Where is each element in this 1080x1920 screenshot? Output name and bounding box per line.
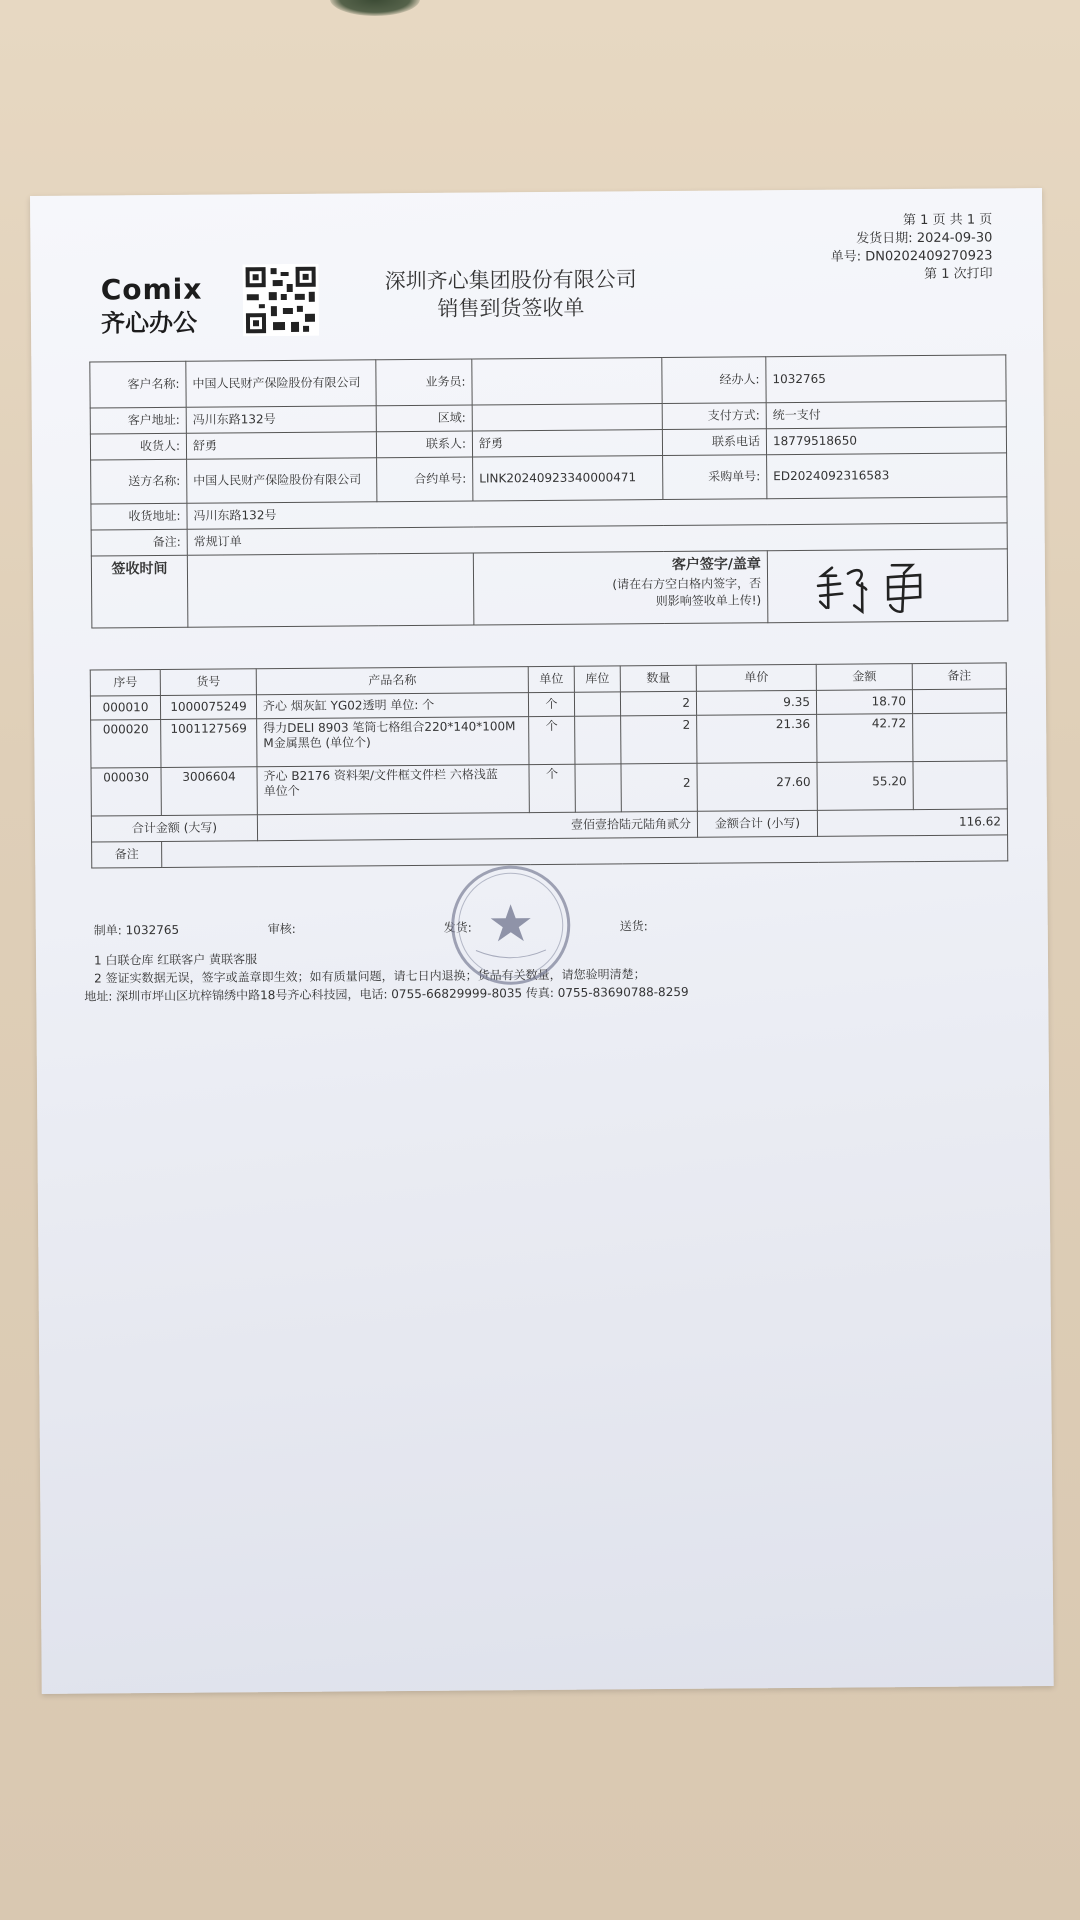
remark: 常规订单 [187,523,1007,555]
col-header-price: 单价 [696,664,816,691]
sign-time-cell [187,553,474,627]
row-no: 000010 [90,695,160,720]
total-lower: 116.62 [817,809,1007,836]
row-code: 1000075249 [160,695,256,720]
shipper-label: 发货: [443,920,472,935]
customer-sign-note-1: (请在右方空白格内签字，否 [612,576,762,592]
row-price: 27.60 [697,762,817,811]
region [472,404,662,431]
delivery-addr-label: 收货地址: [91,503,187,530]
delivery-receipt-sheet [30,188,1054,1694]
qr-code-icon [243,264,320,337]
total-lower-label: 金额合计 (小写) [697,810,817,837]
footer-note-1: 1 白联仓库 红联客户 黄联客服 [93,952,258,968]
purchase: ED2024092316583 [767,453,1007,499]
row-code: 3006604 [161,767,257,816]
salesperson [472,358,662,405]
row-amount: 18.70 [816,690,912,715]
region-label: 区域: [376,405,472,432]
background-object [330,0,420,16]
ship-date-line [856,226,992,246]
maker: 1032765 [125,922,180,938]
table-row [91,761,1007,816]
handler-label: 经办人: [662,357,766,404]
phone-label: 联系电话 [662,429,766,456]
print-count: 第 1 次打印 [924,266,993,282]
total-upper: 壹佰壹拾陆元陆角贰分 [257,811,697,840]
row-remark [913,761,1007,810]
row-unit: 个 [529,716,575,764]
customer-addr: 冯川东路132号 [186,406,376,433]
row-no: 000020 [91,719,161,768]
col-header-code: 货号 [160,669,256,696]
row-name-line-1: 得力DELI 8903 笔筒七格组合220*140*100M [263,719,516,736]
order-number-label: 单号: [830,249,862,265]
salesperson-label: 业务员: [376,359,472,406]
company-seal-icon [445,860,576,991]
brand-logo-en: Comix [100,272,203,307]
footer-note-2: 2 签证实数据无误，签字或盖章即生效；如有质量问题，请七日内退换；货品有关数量，请您验明清楚； [94,967,646,986]
row-name-line-2: M金属黑色 (单位个) [263,735,371,751]
payment: 统一支付 [766,401,1006,429]
payment-label: 支付方式: [662,403,766,430]
row-name-line-1: 齐心 B2176 资料架/文件框文件栏 六格浅蓝 [263,767,498,784]
row-price: 9.35 [696,690,816,715]
row-name-line-1: 齐心 烟灰缸 YG02透明 单位: 个 [262,697,435,714]
customer-name-label: 客户名称: [90,361,186,408]
row-unit: 个 [529,764,575,812]
ship-to: 中国人民财产保险股份有限公司 [187,458,377,503]
row-qty: 2 [620,691,696,716]
handwritten-signature [774,552,998,616]
contact: 舒勇 [472,430,662,457]
info-row [90,355,1006,408]
row-price: 21.36 [697,714,817,763]
row-amount: 42.72 [817,714,913,763]
total-upper-label: 合计金额 (大写) [91,815,257,842]
audit-label: 审核: [267,921,296,937]
row-location [574,692,620,716]
row-name [257,765,529,815]
page-info: 第 1 页 共 1 页 [902,212,993,229]
receiver: 舒勇 [186,432,376,459]
row-name [256,693,528,719]
items-remark-label: 备注 [92,841,162,868]
items-remark [162,835,1008,868]
row-remark [912,689,1006,714]
table-row [91,713,1007,768]
row-name-line-2: 单位个 [263,783,300,799]
col-header-remark: 备注 [912,663,1006,690]
row-qty: 2 [621,763,697,812]
customer-name: 中国人民财产保险股份有限公司 [186,360,376,407]
customer-sign-label: 客户签字/盖章 [671,556,761,573]
ship-to-label: 送方名称: [91,459,187,504]
maker-label: 制单: [93,923,122,938]
deliver-label: 送货: [619,919,648,934]
phone: 18779518650 [766,427,1006,455]
contract: LINK20240923340000471 [473,456,663,501]
delivery-addr: 冯川东路132号 [187,497,1007,529]
product-items-table [90,662,1009,868]
col-header-name: 产品名称 [256,667,528,695]
ship-date: 2024-09-30 [916,230,993,247]
footer-address: 地址: 深圳市坪山区坑梓锦绣中路18号齐心科技园，电话: 0755-66829999-8035 传真: 0755-83690788-8259 [84,984,689,1004]
document-title: 销售到货签收单 [437,295,585,321]
maker-line [94,921,179,939]
customer-info-table [89,354,1008,628]
row-name [257,717,529,767]
purchase-label: 采购单号: [663,455,767,500]
signature-area [767,549,1008,623]
row-remark [913,713,1007,762]
col-header-no: 序号 [90,669,160,696]
col-header-qty: 数量 [620,665,696,692]
row-amount: 55.20 [817,762,913,811]
row-qty: 2 [621,715,697,764]
row-unit: 个 [528,692,574,716]
contract-label: 合约单号: [377,457,473,502]
brand-logo-cn: 齐心办公 [100,308,198,338]
customer-addr-label: 客户地址: [90,407,186,434]
signature-row [91,549,1008,628]
col-header-amount: 金额 [816,664,912,691]
sign-time-label: 签收时间 [91,555,188,628]
info-row [91,453,1007,504]
order-number: DN0202409270923 [865,248,993,265]
contact-label: 联系人: [376,431,472,458]
ship-date-label: 发货日期: [856,231,913,247]
handler: 1032765 [766,355,1006,403]
col-header-unit: 单位 [528,666,574,692]
customer-sign-note-2: 则影响签收单上传!) [655,593,762,609]
customer-sign-cell [473,551,768,625]
remark-label: 备注: [91,529,187,556]
row-code: 1001127569 [161,719,257,768]
row-location [575,764,621,812]
col-header-location: 库位 [574,666,620,692]
receiver-label: 收货人: [90,433,186,460]
row-location [575,716,621,764]
row-no: 000030 [91,767,161,816]
company-name: 深圳齐心集团股份有限公司 [384,267,637,294]
